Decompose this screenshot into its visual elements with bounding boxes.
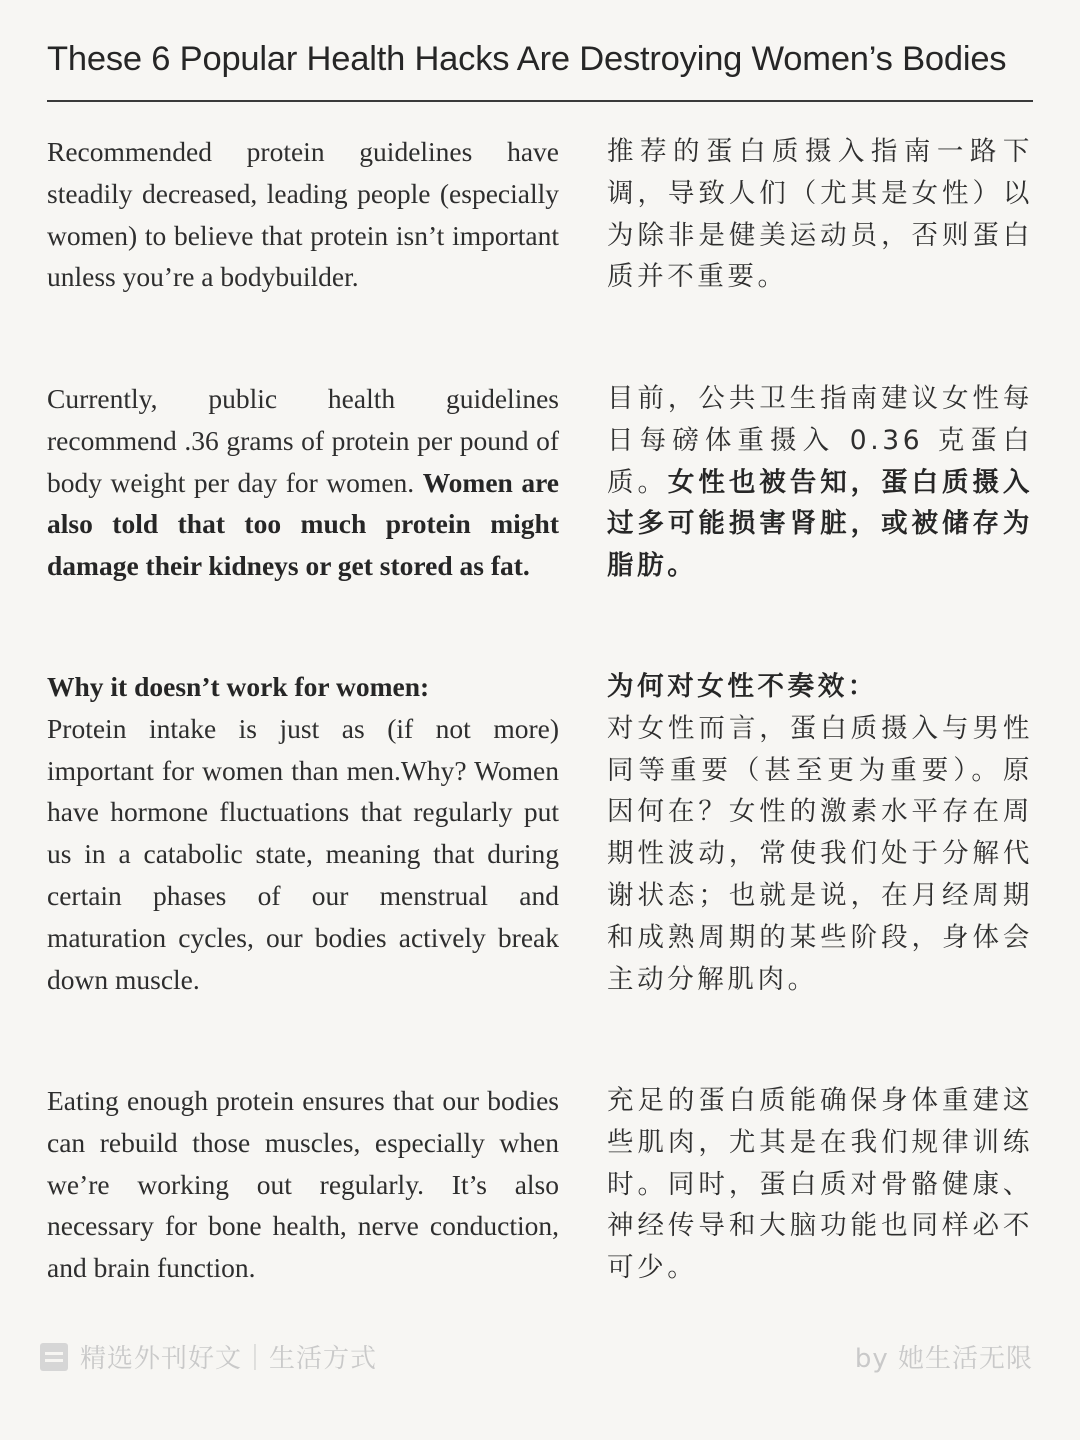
section-2-english-bold-text: Women are also told that too much protein might damage their kidneys or get stored as fat. (47, 466, 560, 582)
section-4-english-text: Eating enough protein ensures that our bodies can rebuild those muscles, especially when we’re working out regularly. It’s also necessary for bone health, nerve conduction, and brain function. (47, 1085, 559, 1284)
footer-source-text: 精选外刊好文｜生活方式 (80, 1344, 378, 1374)
section-2-chinese (607, 378, 1033, 587)
section-4-chinese-text: 充足的蛋白质能确保身体重建这些肌肉，尤其是在我们规律训练时。同时，蛋白质对骨骼健康、神经传导和大脑功能也同样必不可少。 (607, 1085, 1033, 1284)
section-4-chinese (607, 1080, 1033, 1289)
section-3-chinese (607, 666, 1033, 1000)
article-title: These 6 Popular Health Hacks Are Destroying Women’s Bodies (47, 40, 1007, 78)
footer-source (40, 1338, 377, 1375)
section-4-english (47, 1080, 559, 1289)
section-1-english-text: Recommended protein guidelines have steadily decreased, leading people (especially women) to believe that protein isn’t important unless you’re a bodybuilder. (47, 136, 559, 293)
section-3-chinese-text: 对女性而言，蛋白质摄入与男性同等重要（甚至更为重要）。原因何在？女性的激素水平存在周期性波动，常使我们处于分解代谢状态；也就是说，在月经周期和成熟周期的某些阶段，身体会主动分解肌肉。 (607, 712, 1033, 995)
section-2-chinese-bold-text: 女性也被告知，蛋白质摄入过多可能损害肾脏，或被储存为脂肪。 (607, 466, 1034, 582)
section-2-english (47, 378, 559, 587)
section-2-english-text: Currently, public health guidelines recommend .36 grams of protein per pound of body weight per day for women. (47, 383, 559, 498)
section-3-english (47, 666, 559, 1000)
section-3-chinese-heading: 为何对女性不奏效： (607, 671, 878, 702)
section-1-english (47, 131, 559, 298)
section-2-chinese-text: 目前，公共卫生指南建议女性每日每磅体重摄入 0.36 克蛋白质。 (607, 383, 1033, 498)
section-1-chinese (607, 131, 1033, 298)
title-divider (47, 100, 1033, 102)
document-icon (40, 1343, 68, 1371)
section-3-english-heading: Why it doesn’t work for women: (47, 671, 430, 702)
section-1-chinese-text: 推荐的蛋白质摄入指南一路下调，导致人们（尤其是女性）以为除非是健美运动员，否则蛋白质并不重要。 (607, 136, 1033, 293)
article-page (47, 0, 1033, 1440)
footer-author: by 她生活无限 (854, 1344, 1033, 1374)
section-3-english-text: Protein intake is just as (if not more) important for women than men.Why? Women have hormone fluctuations that regularly put us in a catabolic state, meaning that during certain phases of our menstrual and maturation cycles, our bodies actively break down muscle. (47, 712, 559, 995)
